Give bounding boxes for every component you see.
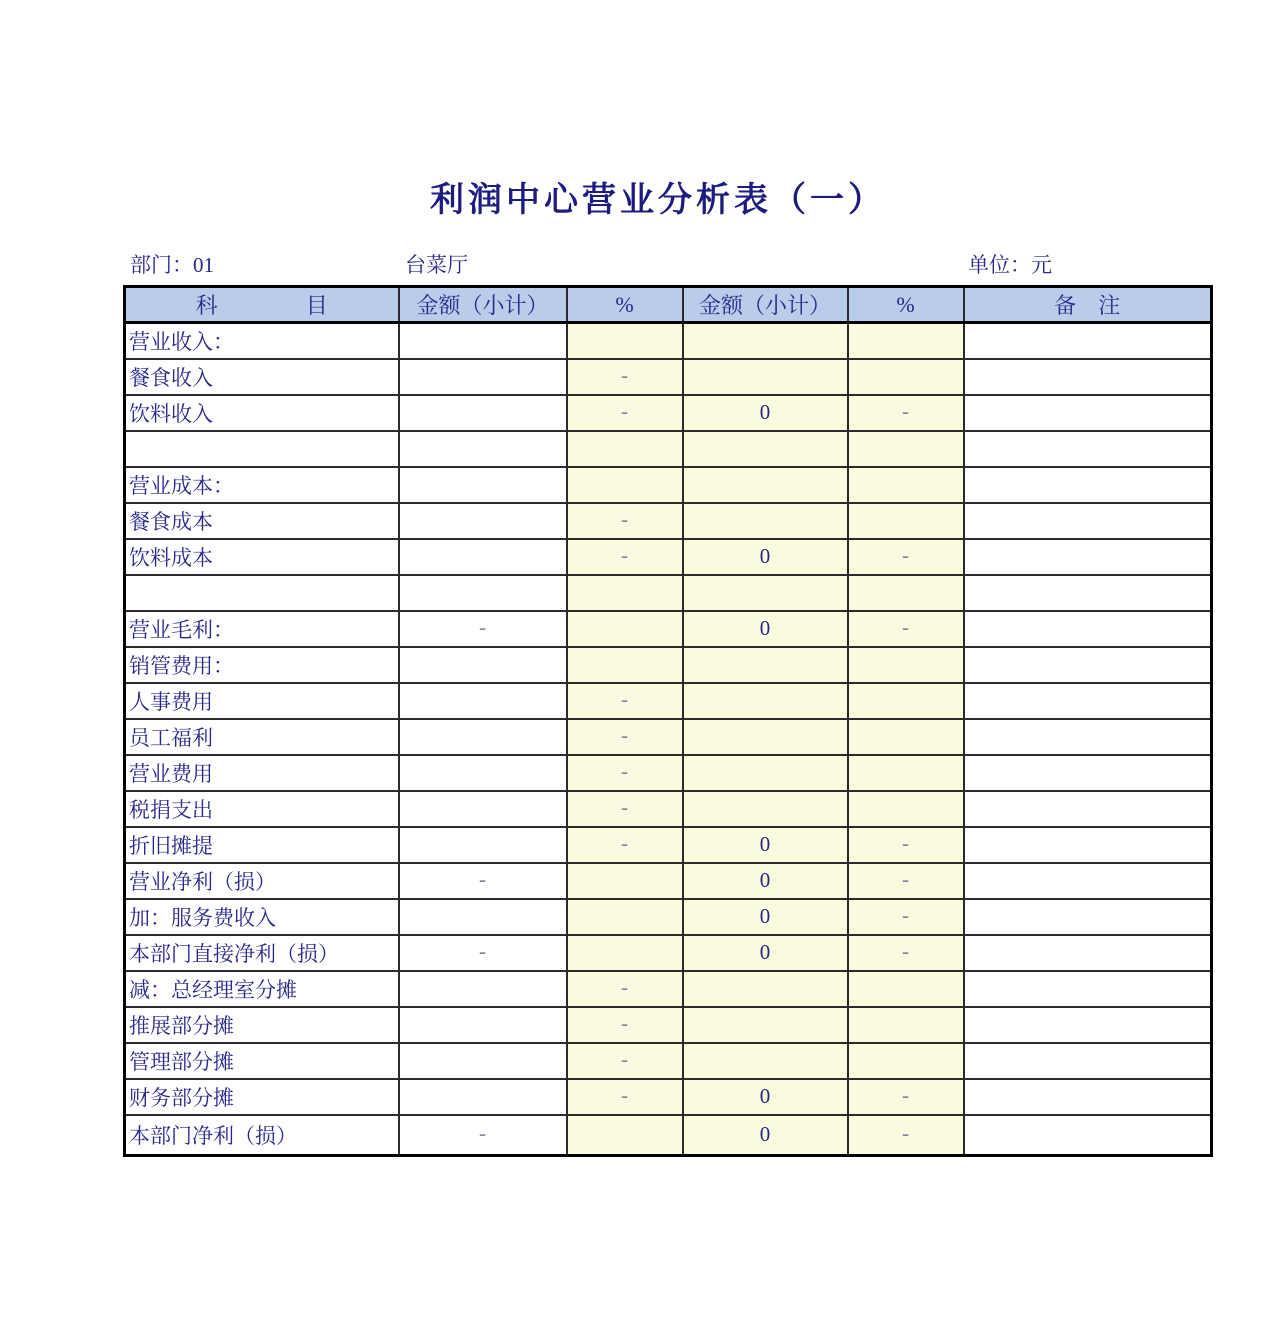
cell-amount-2 (683, 1007, 848, 1043)
cell-note (964, 683, 1212, 719)
cell-pct-1 (567, 1043, 683, 1079)
value-number: 0 (759, 940, 771, 964)
value-number: 0 (759, 400, 771, 424)
value-dash: - (901, 832, 910, 856)
cell-subject: 推展部分摊 (125, 1007, 399, 1043)
cell-subject: 销管费用： (125, 647, 399, 683)
table-row (125, 899, 1212, 935)
cell-amount-1 (399, 971, 567, 1007)
cell-note (964, 1079, 1212, 1115)
value-dash: - (901, 1084, 910, 1108)
cell-pct-2 (848, 395, 964, 431)
cell-amount-1 (399, 611, 567, 647)
cell-pct-1 (567, 647, 683, 683)
cell-amount-1 (399, 827, 567, 863)
value-dash: - (620, 1012, 629, 1036)
cell-amount-2 (683, 611, 848, 647)
cell-amount-2 (683, 683, 848, 719)
cell-amount-1 (399, 575, 567, 611)
cell-pct-2 (848, 575, 964, 611)
cell-pct-1 (567, 719, 683, 755)
cell-pct-2 (848, 503, 964, 539)
cell-note (964, 539, 1212, 575)
value-dash: - (901, 544, 910, 568)
value-dash: - (478, 616, 487, 640)
unit-label: 单位：元 (968, 253, 1052, 277)
table-row (125, 719, 1212, 755)
page-title: 利润中心营业分析表（一） (430, 180, 886, 220)
value-dash: - (901, 940, 910, 964)
cell-amount-1 (399, 935, 567, 971)
table-row (125, 1043, 1212, 1079)
cell-pct-2 (848, 827, 964, 863)
cell-pct-2 (848, 683, 964, 719)
cell-subject (125, 431, 399, 467)
table-row (125, 359, 1212, 395)
cell-subject: 人事费用 (125, 683, 399, 719)
analysis-table (123, 285, 1213, 1157)
cell-subject: 餐食收入 (125, 359, 399, 395)
value-dash: - (620, 688, 629, 712)
cell-note (964, 1115, 1212, 1156)
value-dash: - (620, 724, 629, 748)
cell-amount-1 (399, 719, 567, 755)
value-dash: - (620, 832, 629, 856)
cell-pct-2 (848, 1115, 964, 1156)
cell-subject: 减：总经理室分摊 (125, 971, 399, 1007)
cell-pct-1 (567, 323, 683, 359)
cell-note (964, 359, 1212, 395)
cell-pct-1 (567, 611, 683, 647)
cell-note (964, 323, 1212, 359)
cell-subject (125, 575, 399, 611)
cell-amount-1 (399, 683, 567, 719)
table-row (125, 971, 1212, 1007)
value-dash: - (620, 364, 629, 388)
value-dash: - (901, 1122, 910, 1147)
value-dash: - (620, 544, 629, 568)
header-pct-1: % (567, 287, 683, 323)
cell-pct-2 (848, 431, 964, 467)
cell-amount-2 (683, 431, 848, 467)
header-amount-2: 金额（小计） (683, 287, 848, 323)
cell-amount-2 (683, 467, 848, 503)
cell-note (964, 899, 1212, 935)
cell-subject: 本部门直接净利（损） (125, 935, 399, 971)
cell-amount-1 (399, 1079, 567, 1115)
department-name: 台菜厅 (405, 253, 468, 277)
cell-note (964, 719, 1212, 755)
cell-amount-2 (683, 503, 848, 539)
cell-subject: 餐食成本 (125, 503, 399, 539)
cell-amount-1 (399, 359, 567, 395)
cell-pct-2 (848, 791, 964, 827)
cell-note (964, 431, 1212, 467)
value-dash: - (620, 1084, 629, 1108)
cell-amount-2 (683, 575, 848, 611)
table-row (125, 611, 1212, 647)
department-label: 部门：01 (130, 253, 214, 277)
table-row (125, 503, 1212, 539)
cell-subject: 营业毛利： (125, 611, 399, 647)
cell-pct-2 (848, 935, 964, 971)
cell-note (964, 827, 1212, 863)
cell-amount-1 (399, 503, 567, 539)
cell-note (964, 503, 1212, 539)
cell-pct-1 (567, 791, 683, 827)
value-dash: - (901, 616, 910, 640)
cell-subject: 营业净利（损） (125, 863, 399, 899)
value-number: 0 (759, 616, 771, 640)
header-amount-1: 金额（小计） (399, 287, 567, 323)
cell-pct-2 (848, 359, 964, 395)
table-row (125, 791, 1212, 827)
table-row (125, 539, 1212, 575)
cell-note (964, 467, 1212, 503)
cell-amount-1 (399, 1115, 567, 1156)
value-dash: - (620, 976, 629, 1000)
cell-subject: 饮料收入 (125, 395, 399, 431)
cell-subject: 营业收入： (125, 323, 399, 359)
value-dash: - (901, 400, 910, 424)
table-row (125, 827, 1212, 863)
table-row (125, 935, 1212, 971)
table-row (125, 467, 1212, 503)
cell-note (964, 1007, 1212, 1043)
cell-note (964, 971, 1212, 1007)
cell-subject: 营业成本： (125, 467, 399, 503)
value-number: 0 (759, 868, 771, 892)
cell-subject: 饮料成本 (125, 539, 399, 575)
cell-pct-1 (567, 467, 683, 503)
cell-amount-2 (683, 323, 848, 359)
cell-amount-2 (683, 899, 848, 935)
cell-amount-1 (399, 323, 567, 359)
value-dash: - (478, 868, 487, 892)
cell-note (964, 575, 1212, 611)
table-row (125, 683, 1212, 719)
cell-amount-2 (683, 755, 848, 791)
cell-pct-1 (567, 1007, 683, 1043)
table-row (125, 647, 1212, 683)
cell-pct-1 (567, 431, 683, 467)
cell-pct-2 (848, 467, 964, 503)
cell-pct-1 (567, 827, 683, 863)
value-dash: - (620, 760, 629, 784)
cell-amount-1 (399, 431, 567, 467)
cell-note (964, 791, 1212, 827)
cell-pct-2 (848, 611, 964, 647)
cell-pct-1 (567, 539, 683, 575)
header-note: 备 注 (964, 287, 1212, 323)
table-row (125, 1079, 1212, 1115)
cell-subject: 本部门净利（损） (125, 1115, 399, 1156)
table-row (125, 323, 1212, 359)
cell-pct-2 (848, 971, 964, 1007)
cell-pct-1 (567, 395, 683, 431)
cell-pct-1 (567, 503, 683, 539)
cell-amount-1 (399, 539, 567, 575)
value-dash: - (901, 904, 910, 928)
cell-pct-2 (848, 647, 964, 683)
table-header-row (125, 287, 1212, 323)
cell-note (964, 395, 1212, 431)
table-row (125, 575, 1212, 611)
header-subject: 科 目 (125, 287, 399, 323)
cell-pct-2 (848, 1007, 964, 1043)
cell-amount-2 (683, 1079, 848, 1115)
cell-subject: 营业费用 (125, 755, 399, 791)
table-row (125, 755, 1212, 791)
cell-amount-2 (683, 827, 848, 863)
cell-note (964, 611, 1212, 647)
table-row (125, 1007, 1212, 1043)
cell-amount-2 (683, 935, 848, 971)
cell-pct-2 (848, 899, 964, 935)
cell-subject: 管理部分摊 (125, 1043, 399, 1079)
cell-note (964, 935, 1212, 971)
table-row (125, 395, 1212, 431)
value-dash: - (620, 796, 629, 820)
cell-pct-2 (848, 1079, 964, 1115)
cell-amount-1 (399, 755, 567, 791)
cell-pct-1 (567, 863, 683, 899)
cell-amount-1 (399, 899, 567, 935)
cell-pct-1 (567, 935, 683, 971)
cell-note (964, 647, 1212, 683)
value-dash: - (620, 1048, 629, 1072)
cell-amount-1 (399, 1007, 567, 1043)
cell-amount-1 (399, 647, 567, 683)
value-dash: - (478, 940, 487, 964)
header-pct-2: % (848, 287, 964, 323)
cell-pct-2 (848, 1043, 964, 1079)
value-number: 0 (759, 904, 771, 928)
cell-note (964, 755, 1212, 791)
cell-amount-2 (683, 971, 848, 1007)
cell-amount-2 (683, 1115, 848, 1156)
cell-amount-2 (683, 1043, 848, 1079)
cell-amount-1 (399, 1043, 567, 1079)
cell-subject: 折旧摊提 (125, 827, 399, 863)
value-dash: - (478, 1122, 487, 1147)
cell-pct-2 (848, 323, 964, 359)
cell-amount-1 (399, 791, 567, 827)
value-dash: - (620, 400, 629, 424)
cell-note (964, 863, 1212, 899)
cell-amount-2 (683, 647, 848, 683)
cell-amount-2 (683, 791, 848, 827)
value-number: 0 (759, 544, 771, 568)
cell-subject: 加：服务费收入 (125, 899, 399, 935)
cell-pct-1 (567, 971, 683, 1007)
cell-pct-1 (567, 755, 683, 791)
cell-amount-1 (399, 863, 567, 899)
cell-amount-2 (683, 863, 848, 899)
cell-pct-1 (567, 575, 683, 611)
cell-subject: 税捐支出 (125, 791, 399, 827)
table-row (125, 863, 1212, 899)
cell-pct-2 (848, 863, 964, 899)
cell-pct-1 (567, 1079, 683, 1115)
cell-amount-1 (399, 467, 567, 503)
table-row (125, 1115, 1212, 1156)
cell-subject: 财务部分摊 (125, 1079, 399, 1115)
cell-pct-1 (567, 1115, 683, 1156)
cell-pct-2 (848, 539, 964, 575)
value-dash: - (620, 508, 629, 532)
cell-pct-1 (567, 359, 683, 395)
table-row (125, 431, 1212, 467)
value-dash: - (901, 868, 910, 892)
cell-note (964, 1043, 1212, 1079)
cell-pct-2 (848, 719, 964, 755)
cell-amount-1 (399, 395, 567, 431)
cell-pct-1 (567, 899, 683, 935)
value-number: 0 (759, 1084, 771, 1108)
cell-subject: 员工福利 (125, 719, 399, 755)
cell-amount-2 (683, 719, 848, 755)
cell-amount-2 (683, 395, 848, 431)
cell-amount-2 (683, 359, 848, 395)
cell-pct-2 (848, 755, 964, 791)
cell-pct-1 (567, 683, 683, 719)
cell-amount-2 (683, 539, 848, 575)
value-number: 0 (759, 832, 771, 856)
value-number: 0 (759, 1122, 771, 1147)
